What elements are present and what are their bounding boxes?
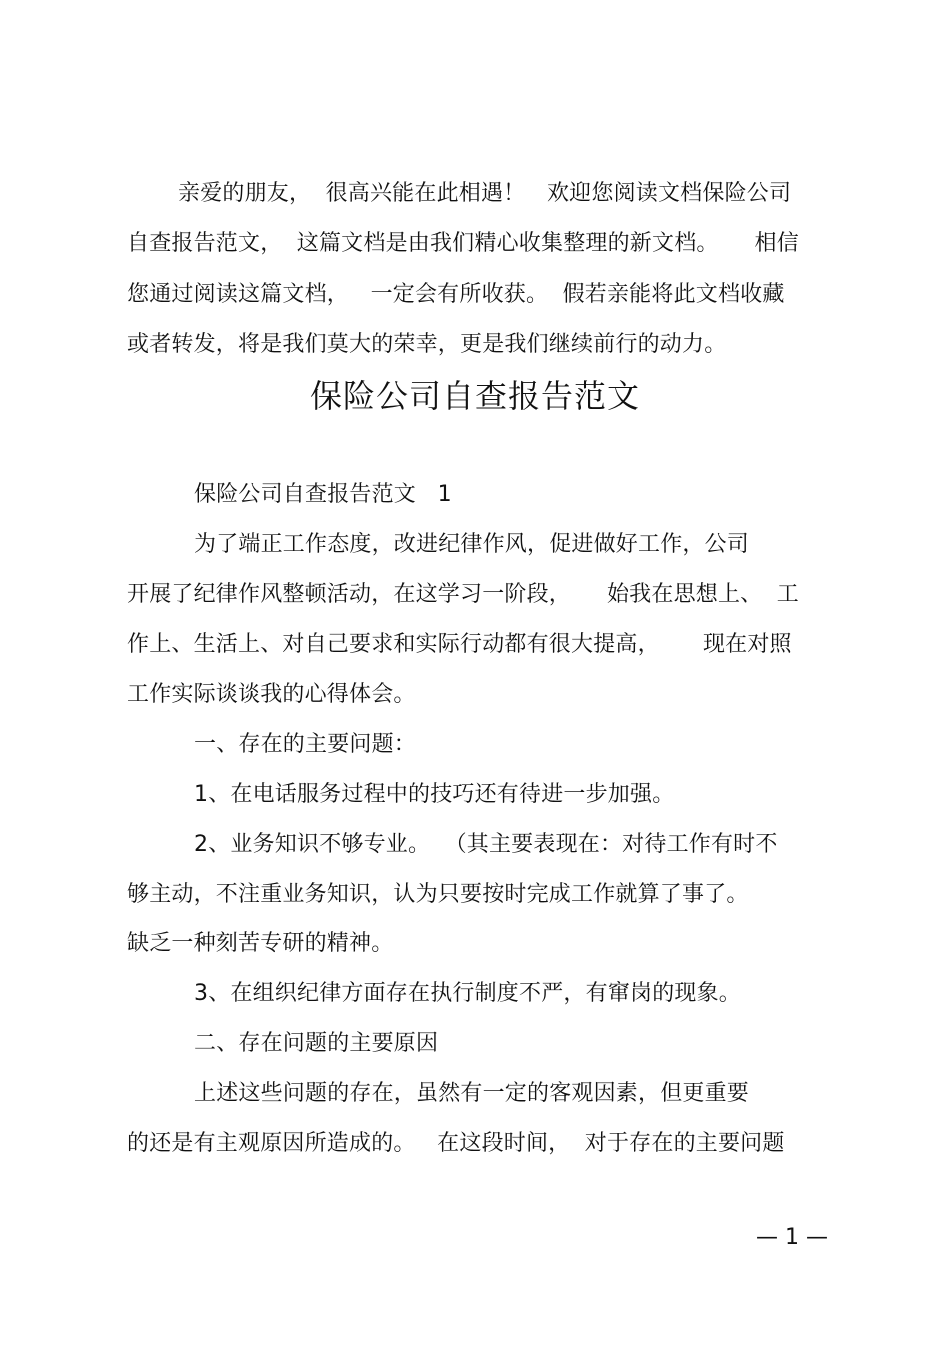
intro-line: 自查报告范文， 这篇文档是由我们精心收集整理的新文档。 相信	[127, 231, 799, 256]
list-item: 3、在组织纪律方面存在执行制度不严，有窜岗的现象。	[194, 981, 741, 1006]
list-item: 2、业务知识不够专业。 （其主要表现在：对待工作有时不	[194, 832, 778, 857]
body-line: 的还是有主观原因所造成的。 在这段时间， 对于存在的主要问题	[127, 1131, 785, 1156]
section-heading: 一、存在的主要问题：	[194, 732, 417, 757]
body-line: 作上、生活上、对自己要求和实际行动都有很大提高， 现在对照	[127, 632, 792, 657]
intro-line: 您通过阅读这篇文档， 一定会有所收获。 假若亲能将此文档收藏	[127, 282, 785, 307]
body-line: 上述这些问题的存在，虽然有一定的客观因素，但更重要	[194, 1081, 750, 1106]
body-line: 够主动，不注重业务知识，认为只要按时完成工作就算了事了。	[127, 882, 749, 907]
body-line: 工作实际谈谈我的心得体会。	[127, 682, 416, 707]
body-line: 缺乏一种刻苦专研的精神。	[127, 931, 394, 956]
body-line: 为了端正工作态度，改进纪律作风，促进做好工作，公司	[194, 532, 750, 557]
intro-line: 或者转发，将是我们莫大的荣幸，更是我们继续前行的动力。	[127, 332, 727, 357]
document-title: 保险公司自查报告范文	[309, 377, 640, 415]
section-heading: 保险公司自查报告范文 1	[194, 482, 452, 507]
page-number: — 1 —	[756, 1225, 828, 1250]
section-heading: 二、存在问题的主要原因	[194, 1031, 439, 1056]
intro-line: 亲爱的朋友， 很高兴能在此相遇！ 欢迎您阅读文档保险公司	[178, 181, 792, 206]
list-item: 1、在电话服务过程中的技巧还有待进一步加强。	[194, 782, 675, 807]
body-line: 开展了纪律作风整顿活动，在这学习一阶段， 始我在思想上、 工	[127, 582, 799, 607]
